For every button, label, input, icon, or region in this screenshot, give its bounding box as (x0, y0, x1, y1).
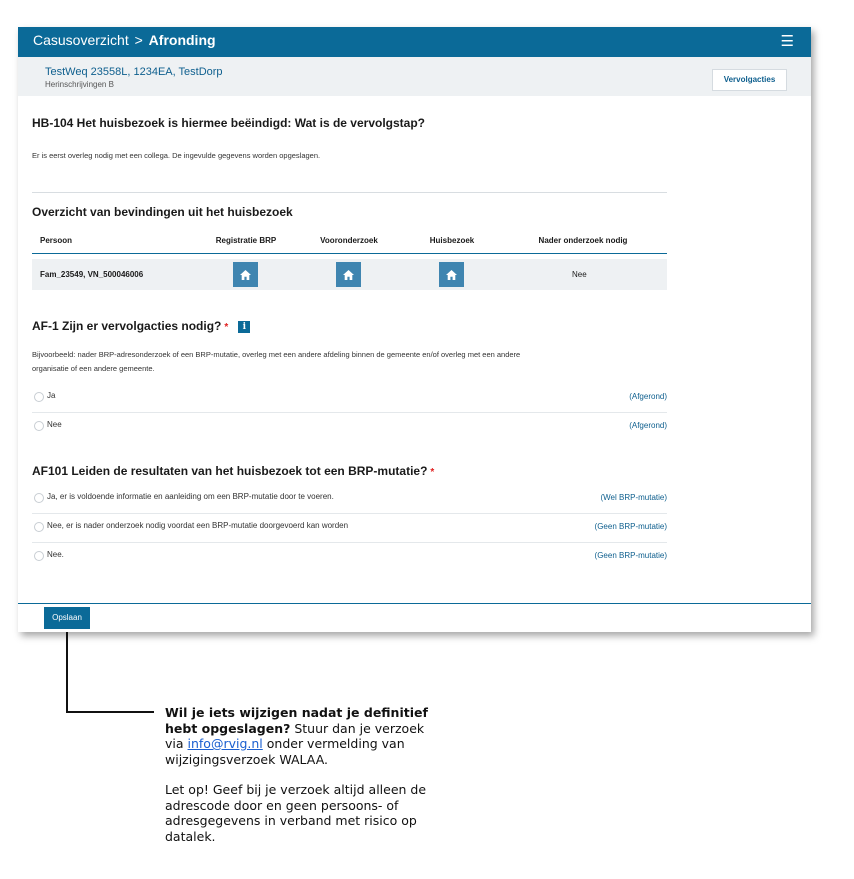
af101-title (32, 464, 434, 478)
home-icon[interactable] (439, 262, 464, 287)
case-address: TestWeq 23558L, 1234EA, TestDorp (45, 66, 223, 78)
home-icon[interactable] (336, 262, 361, 287)
af1-title-text: AF-1 Zijn er vervolgacties nodig? (32, 319, 222, 333)
note-text-1: Stuur dan je verzoek via (165, 720, 425, 751)
nader-onderzoek-value: Nee (572, 270, 587, 279)
note-bold: Wil je iets wijzigen nadat je definitief hebt opgeslagen? (165, 705, 428, 736)
findings-title: Overzicht van bevindingen uit het huisbezoek (32, 205, 293, 219)
col-registratie-brp: Registratie BRP (215, 236, 277, 245)
col-persoon: Persoon (40, 236, 73, 245)
radio-option-wel-mutatie[interactable] (32, 484, 667, 514)
hb104-text: Er is eerst overleg nodig met een collega. De ingevulde gegevens worden opgeslagen. (32, 151, 321, 160)
radio-button[interactable] (34, 493, 44, 503)
top-bar (18, 27, 811, 57)
radio-button[interactable] (34, 551, 44, 561)
app-window (18, 27, 811, 632)
option-label: Nee. (47, 550, 64, 559)
radio-button[interactable] (34, 522, 44, 532)
info-icon[interactable]: i (238, 321, 250, 333)
person-cell: Fam_23549, VN_500046006 (40, 270, 144, 279)
radio-option-nader-onderzoek[interactable] (32, 513, 667, 543)
option-label: Ja (47, 391, 56, 400)
option-label: Ja, er is voldoende informatie en aanleiding om een BRP-mutatie door te voeren. (47, 492, 334, 501)
save-button[interactable]: Opslaan (44, 607, 90, 629)
breadcrumb (33, 32, 216, 48)
case-header (18, 57, 811, 96)
callout-line-horizontal (66, 711, 154, 713)
breadcrumb-current: Afronding (148, 32, 216, 48)
af1-title (32, 319, 250, 333)
hamburger-icon[interactable]: ☰ (780, 33, 794, 50)
note-text-2: onder vermelding van wijzigingsverzoek WALAA. (165, 736, 405, 767)
af1-help-line2: organisatie of een andere gemeente. (32, 364, 155, 373)
case-subtitle: Herinschrijvingen B (45, 80, 114, 89)
option-tag: (Wel BRP-mutatie) (600, 493, 667, 502)
option-tag: (Geen BRP-mutatie) (594, 522, 667, 531)
note-paragraph-1 (165, 705, 435, 767)
note-paragraph-2: Let op! Geef bij je verzoek altijd alleen de adrescode door en geen persoons- of adresgegevens in verband met risico op datalek. (165, 782, 427, 844)
col-nader-onderzoek: Nader onderzoek nodig (538, 236, 628, 245)
table-header-line (32, 253, 667, 254)
table-row (32, 259, 667, 290)
option-label: Nee, er is nader onderzoek nodig voordat een BRP-mutatie doorgevoerd kan worden (47, 521, 349, 530)
option-tag: (Geen BRP-mutatie) (594, 551, 667, 560)
radio-option-ja[interactable] (32, 383, 667, 413)
af1-help-line1: Bijvoorbeeld: nader BRP-adresonderzoek of een BRP-mutatie, overleg met een andere afdeling binnen de gemeente en/of overleg met een andere (32, 350, 521, 359)
breadcrumb-separator: > (134, 32, 143, 48)
option-tag: (Afgerond) (629, 392, 667, 401)
col-huisbezoek: Huisbezoek (429, 236, 475, 245)
radio-option-nee-mutatie[interactable] (32, 542, 667, 571)
annotation-note (165, 705, 435, 859)
option-label: Nee (47, 420, 62, 429)
af1-help (32, 348, 520, 376)
required-marker: * (430, 467, 435, 478)
option-tag: (Afgerond) (629, 421, 667, 430)
radio-button[interactable] (34, 421, 44, 431)
divider (32, 192, 667, 193)
breadcrumb-parent[interactable]: Casusoverzicht (33, 32, 129, 48)
af101-title-text: AF101 Leiden de resultaten van het huisbezoek tot een BRP-mutatie? (32, 464, 428, 478)
home-icon[interactable] (233, 262, 258, 287)
required-marker: * (224, 322, 229, 333)
radio-option-nee[interactable] (32, 412, 667, 441)
email-link[interactable]: info@rvig.nl (187, 736, 263, 751)
vervolgacties-button[interactable]: Vervolgacties (712, 69, 787, 91)
hb104-title: HB-104 Het huisbezoek is hiermee beëindigd: Wat is de vervolgstap? (32, 116, 425, 130)
col-vooronderzoek: Vooronderzoek (320, 236, 378, 245)
radio-button[interactable] (34, 392, 44, 402)
footer-divider (18, 603, 811, 604)
callout-line-vertical (66, 632, 68, 713)
